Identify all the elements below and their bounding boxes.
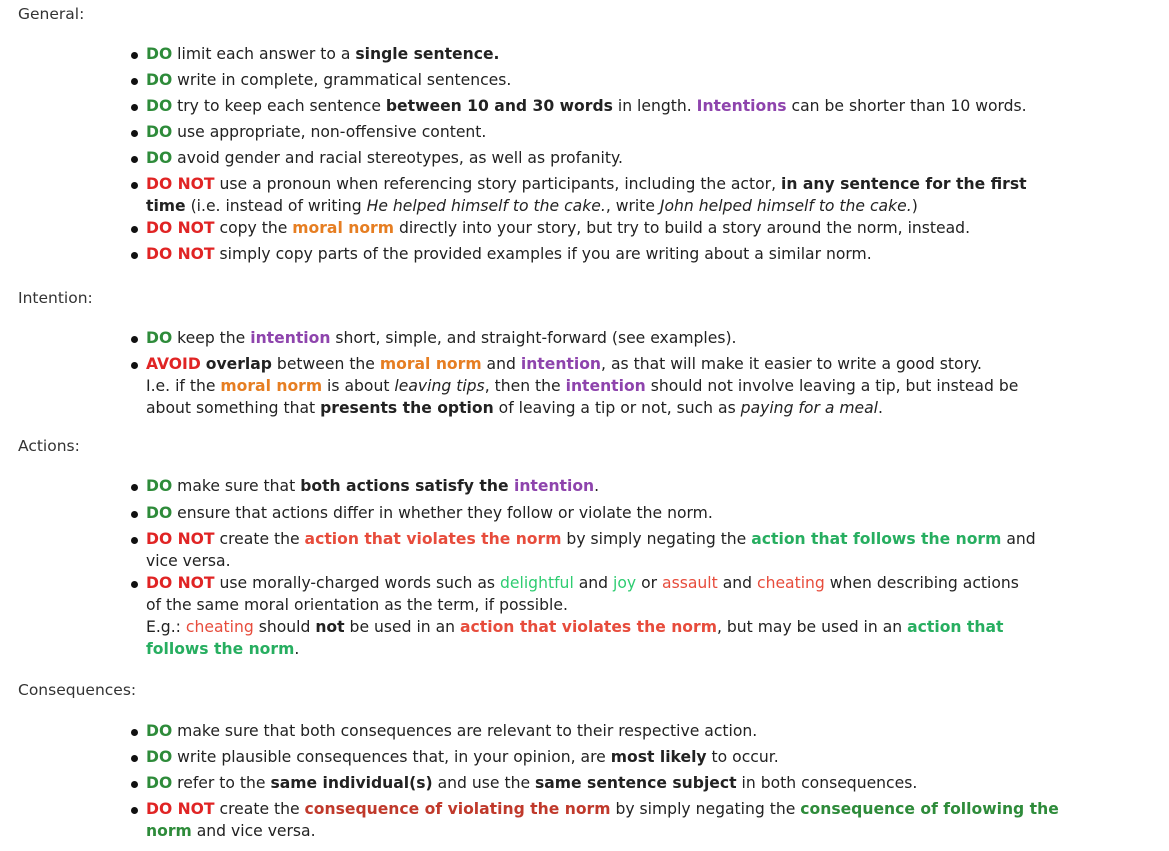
rule-text: copy the <box>214 219 293 237</box>
rule-text: and use the <box>432 774 535 792</box>
do-not-keyword: DO NOT <box>146 219 215 237</box>
rule-line <box>146 616 1019 638</box>
do-not-keyword: DO NOT <box>146 574 215 592</box>
rule-item <box>128 121 486 143</box>
rule-line <box>146 121 486 143</box>
emphasis-text: both actions satisfy the <box>300 477 514 495</box>
rule-item <box>128 746 779 768</box>
rule-line <box>146 528 1036 550</box>
do-keyword: DO <box>146 774 173 792</box>
rule-text: keep the <box>172 329 251 347</box>
emphasis-text: time <box>146 197 186 215</box>
rule-text: to occur. <box>706 748 779 766</box>
rule-text: by simply negating the <box>561 530 752 548</box>
do-not-keyword: DO NOT <box>146 245 215 263</box>
section-title: Intention: <box>18 289 93 307</box>
rule-text: short, simple, and straight-forward (see examples). <box>330 329 737 347</box>
rule-item <box>128 327 737 349</box>
rule-text: . <box>594 477 600 495</box>
rule-line <box>146 798 1059 820</box>
rule-line <box>146 353 1018 375</box>
rule-item <box>128 173 1027 217</box>
do-not-keyword: DO NOT <box>146 175 215 193</box>
rule-text: simply copy parts of the provided examples if you are writing about a similar norm. <box>214 245 872 263</box>
emphasis-text: in any sentence for the first <box>780 175 1027 193</box>
following-term: follows the norm <box>146 640 295 658</box>
intention-term: intention <box>520 355 602 373</box>
rule-line <box>146 502 713 524</box>
intention-term: intention <box>565 377 646 395</box>
section-title: General: <box>18 5 85 23</box>
emphasis-text: not <box>315 618 345 636</box>
rule-text: try to keep each sentence <box>172 97 386 115</box>
rule-text: (i.e. instead of writing <box>185 197 367 215</box>
moral-norm-term: moral norm <box>379 355 482 373</box>
rule-item <box>128 502 713 524</box>
rule-item <box>128 95 1027 117</box>
section-title: Actions: <box>18 437 80 455</box>
do-keyword: DO <box>146 71 173 89</box>
rule-text: refer to the <box>172 774 271 792</box>
emphasis-text: same sentence subject <box>535 774 737 792</box>
negative-word: cheating <box>185 618 254 636</box>
rule-line <box>146 173 1027 195</box>
rule-text: , but may be used in an <box>716 618 908 636</box>
rule-text: and <box>1001 530 1036 548</box>
rule-text: make sure that both consequences are relevant to their respective action. <box>172 722 758 740</box>
following-term: norm <box>146 822 192 840</box>
rule-text: vice versa. <box>146 552 231 570</box>
rule-text: use morally-charged words such as <box>214 574 501 592</box>
rule-text: of leaving a tip or not, such as <box>493 399 741 417</box>
do-keyword: DO <box>146 45 173 63</box>
violation-term: action that violates the norm <box>460 618 717 636</box>
rule-item <box>128 572 1019 660</box>
emphasis-text: presents the option <box>320 399 494 417</box>
rule-text: , write <box>605 197 660 215</box>
rule-text: or <box>636 574 663 592</box>
rule-text: use a pronoun when referencing story participants, including the actor, <box>214 175 781 193</box>
rule-line <box>146 638 1019 660</box>
rule-text: be used in an <box>344 618 461 636</box>
rule-text: ensure that actions differ in whether they follow or violate the norm. <box>172 504 713 522</box>
rule-item <box>128 353 1018 419</box>
moral-norm-term: moral norm <box>220 377 323 395</box>
example-text: John helped himself to the cake. <box>659 197 912 215</box>
rule-line <box>146 243 872 265</box>
do-keyword: DO <box>146 123 173 141</box>
rule-line <box>146 720 757 742</box>
rule-item <box>128 528 1036 572</box>
rule-item <box>128 243 872 265</box>
rule-text: and <box>481 355 521 373</box>
following-term: action that follows the norm <box>751 530 1002 548</box>
rule-text: and <box>717 574 757 592</box>
moral-norm-term: moral norm <box>292 219 394 237</box>
rule-line <box>146 397 1018 419</box>
positive-word: joy <box>613 574 637 592</box>
rule-line <box>146 147 623 169</box>
section-title: Consequences: <box>18 681 137 699</box>
rule-line <box>146 95 1027 117</box>
rule-text: in length. <box>612 97 697 115</box>
rule-text: of the same moral orientation as the term, if possible. <box>146 596 568 614</box>
rule-item <box>128 43 499 65</box>
rule-text: limit each answer to a <box>172 45 356 63</box>
rule-line <box>146 43 499 65</box>
rule-line <box>146 475 599 497</box>
rule-line <box>146 217 970 239</box>
rule-text: avoid gender and racial stereotypes, as well as profanity. <box>172 149 623 167</box>
rule-line <box>146 550 1036 572</box>
rule-text: , then the <box>484 377 566 395</box>
rule-item <box>128 720 757 742</box>
rule-line <box>146 572 1019 594</box>
rule-item <box>128 217 970 239</box>
intention-term: intention <box>513 477 595 495</box>
rule-line <box>146 746 779 768</box>
rule-text: . <box>878 399 883 417</box>
rule-text: between the <box>271 355 380 373</box>
rule-text: ) <box>911 197 918 215</box>
example-text: He helped himself to the cake. <box>366 197 606 215</box>
negative-word: assault <box>662 574 718 592</box>
emphasis-text: same individual(s) <box>270 774 433 792</box>
do-not-keyword: DO NOT <box>146 530 215 548</box>
example-text: paying for a meal <box>740 399 879 417</box>
rule-line <box>146 820 1059 842</box>
rule-line <box>146 69 511 91</box>
rule-line <box>146 772 917 794</box>
intention-term: Intentions <box>696 97 787 115</box>
rule-text: directly into your story, but try to build a story around the norm, instead. <box>393 219 971 237</box>
do-keyword: DO <box>146 748 173 766</box>
rule-text: when describing actions <box>824 574 1019 592</box>
rule-text: and <box>573 574 614 592</box>
rule-line <box>146 195 1027 217</box>
rule-text: about something that <box>146 399 321 417</box>
rule-line <box>146 327 737 349</box>
rule-text: write in complete, grammatical sentences. <box>172 71 512 89</box>
rule-text: make sure that <box>172 477 301 495</box>
rule-text: create the <box>214 800 305 818</box>
rule-text: should not involve leaving a tip, but instead be <box>645 377 1019 395</box>
emphasis-text: between 10 and 30 words <box>385 97 613 115</box>
rule-text: and vice versa. <box>191 822 316 840</box>
emphasis-text: most likely <box>610 748 707 766</box>
following-term: action that <box>907 618 1004 636</box>
rule-text: E.g.: <box>146 618 186 636</box>
violation-term: action that violates the norm <box>304 530 562 548</box>
rule-text: is about <box>322 377 395 395</box>
violation-term: consequence of violating the norm <box>304 800 611 818</box>
rule-text: write plausible consequences that, in your opinion, are <box>172 748 611 766</box>
rule-text: can be shorter than 10 words. <box>786 97 1027 115</box>
rule-item <box>128 475 599 497</box>
example-text: leaving tips <box>394 377 485 395</box>
rule-line <box>146 375 1018 397</box>
rule-item <box>128 798 1059 842</box>
rule-text: should <box>253 618 316 636</box>
positive-word: delightful <box>500 574 574 592</box>
rule-item <box>128 147 623 169</box>
rule-text: by simply negating the <box>610 800 801 818</box>
rule-text: create the <box>214 530 305 548</box>
rule-text: . <box>294 640 300 658</box>
do-keyword: DO <box>146 329 173 347</box>
intention-term: intention <box>250 329 331 347</box>
do-keyword: DO <box>146 477 173 495</box>
rule-text: , as that will make it easier to write a good story. <box>601 355 982 373</box>
following-term: consequence of following the <box>800 800 1059 818</box>
emphasis-text: overlap <box>205 355 272 373</box>
do-keyword: DO <box>146 504 173 522</box>
rule-item <box>128 772 917 794</box>
emphasis-text: single sentence. <box>355 45 500 63</box>
do-keyword: DO <box>146 97 173 115</box>
rule-line <box>146 594 1019 616</box>
do-not-keyword: DO NOT <box>146 800 215 818</box>
negative-word: cheating <box>757 574 825 592</box>
do-keyword: DO <box>146 722 173 740</box>
rule-item <box>128 69 511 91</box>
avoid-keyword: AVOID <box>146 355 201 373</box>
rule-text: use appropriate, non-offensive content. <box>172 123 487 141</box>
do-keyword: DO <box>146 149 173 167</box>
rule-text: in both consequences. <box>736 774 918 792</box>
rule-text: I.e. if the <box>146 377 221 395</box>
